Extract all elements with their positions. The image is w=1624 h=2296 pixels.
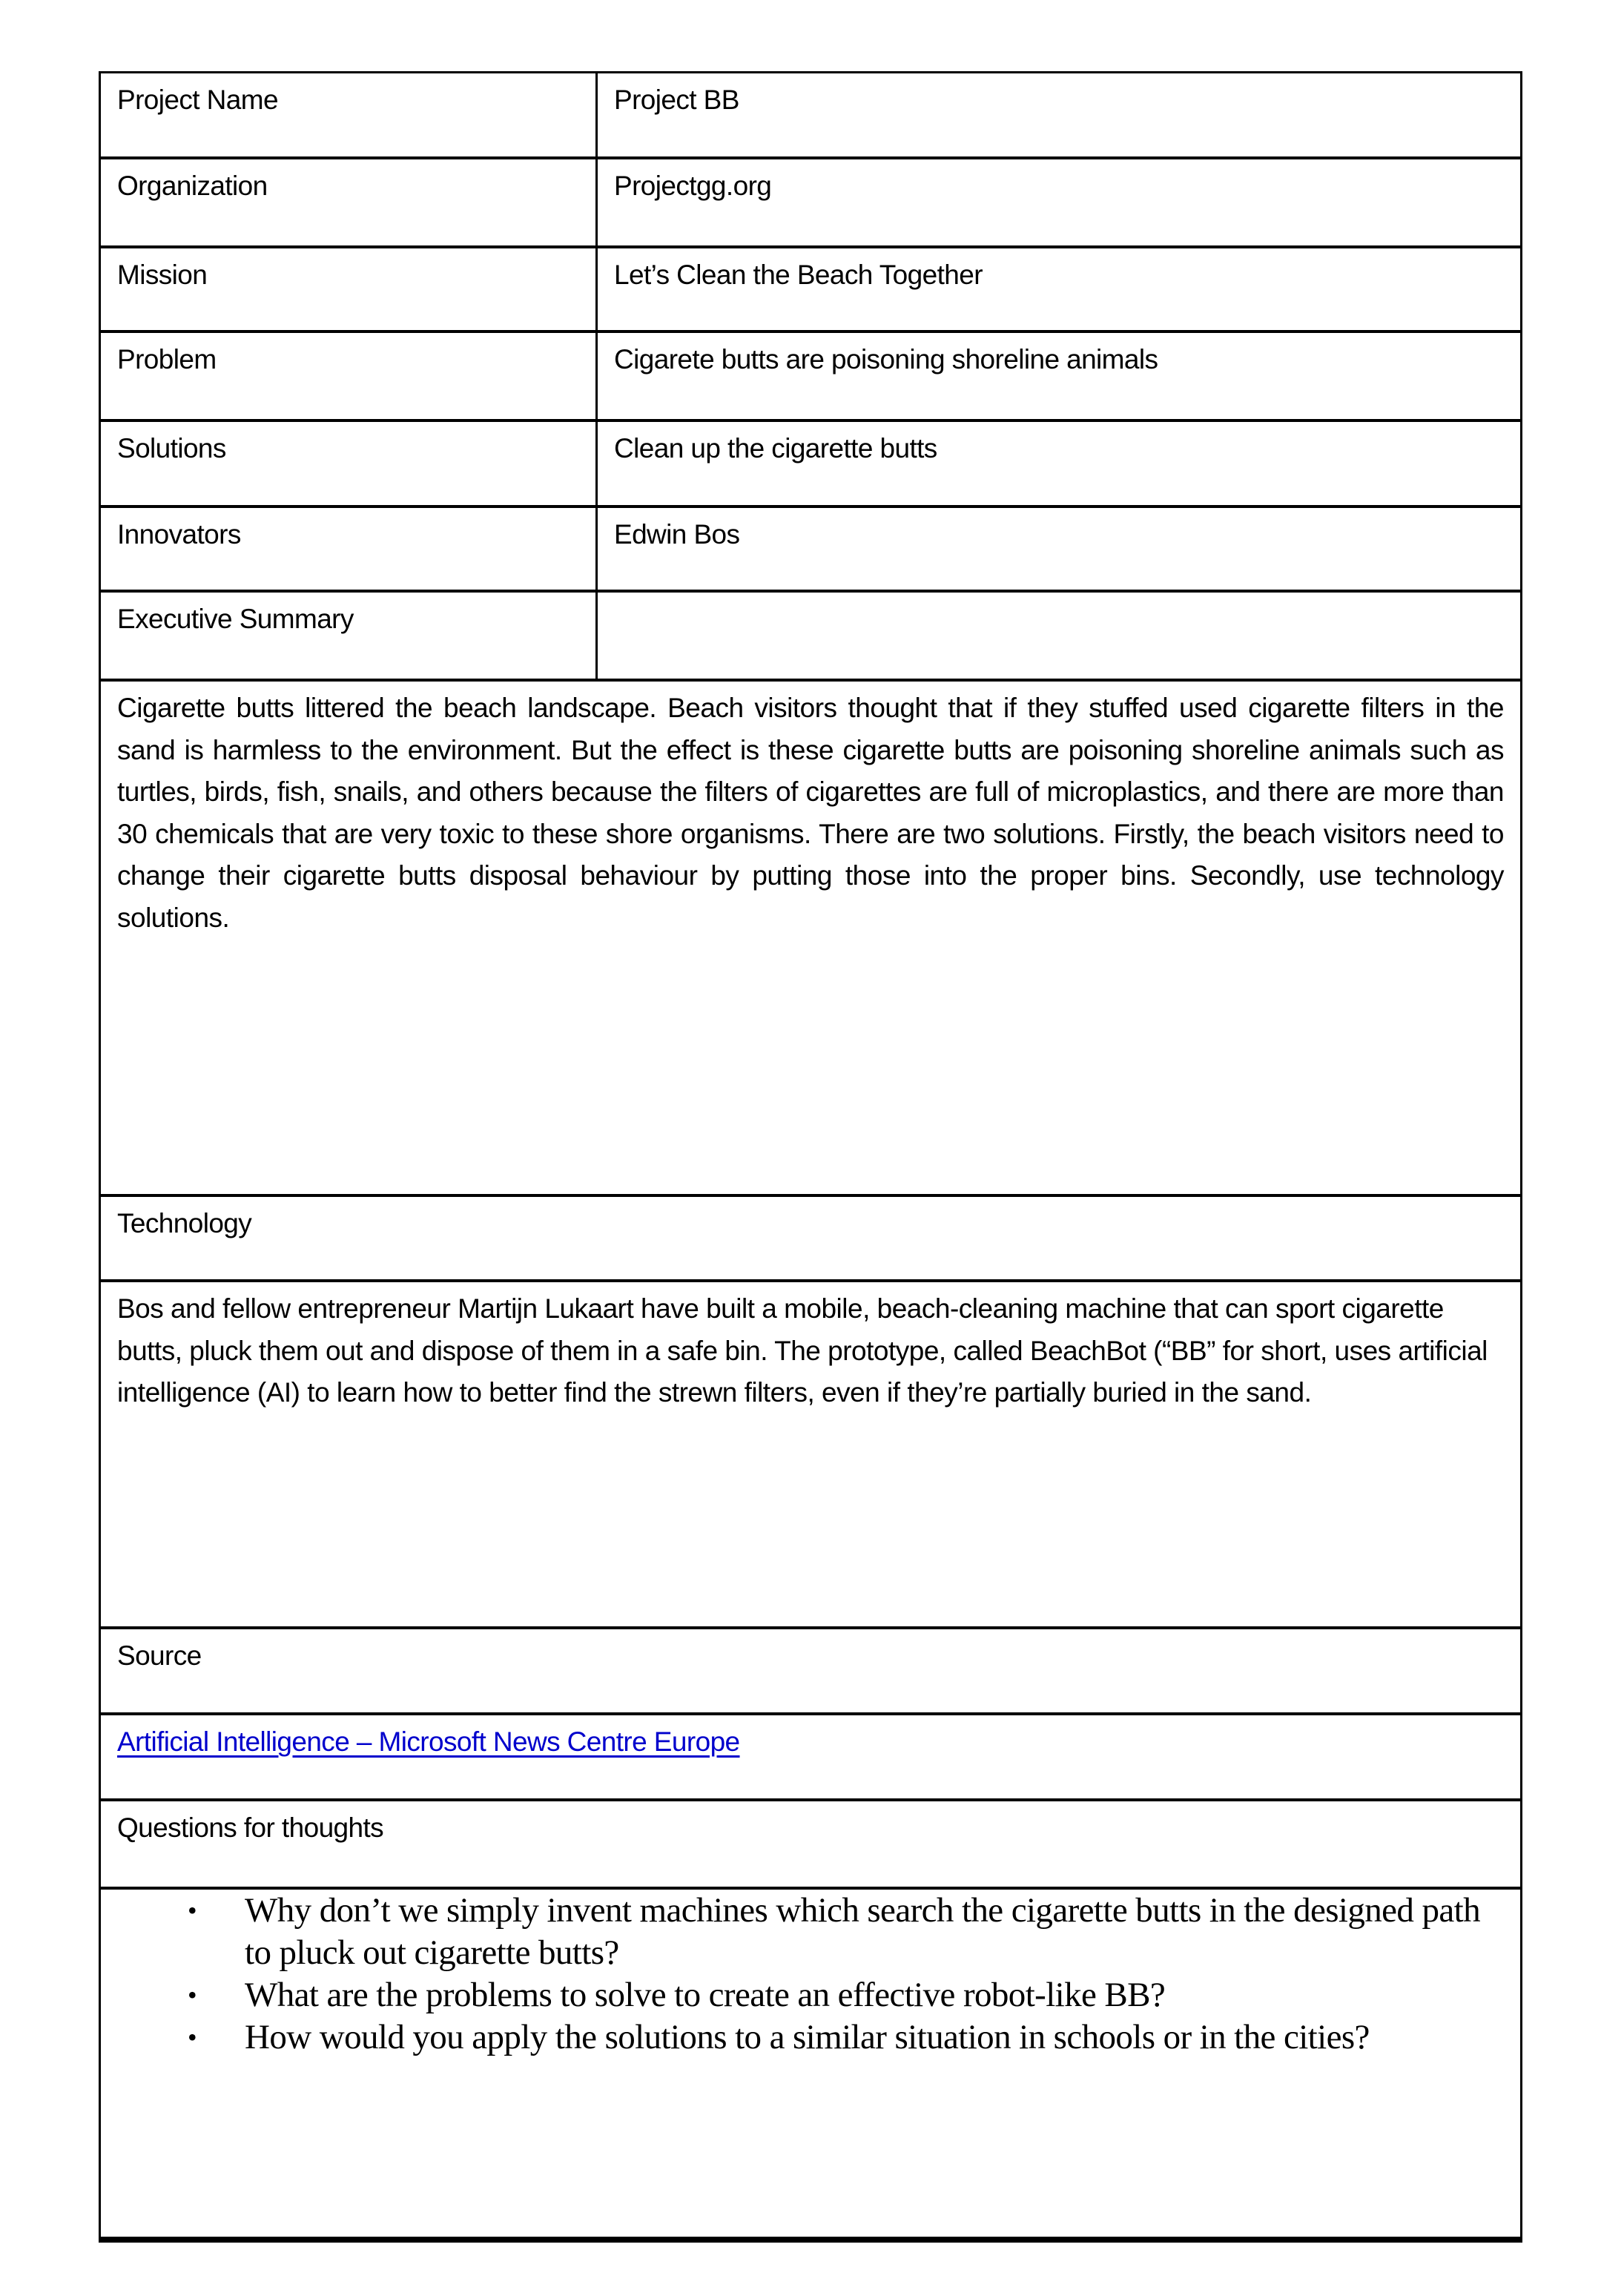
technology-heading: Technology — [117, 1208, 252, 1238]
label-problem: Problem — [101, 333, 598, 419]
table-row-organization — [101, 159, 1520, 248]
value-mission: Let’s Clean the Beach Together — [614, 260, 983, 290]
source-heading: Source — [117, 1640, 202, 1671]
question-item — [117, 2016, 1504, 2059]
table-row-executive-summary-text — [101, 682, 1520, 1197]
question-text: How would you apply the solutions to a similar situation in schools or in the cities? — [245, 2018, 1370, 2056]
value-problem: Cigarete butts are poisoning shoreline animals — [614, 344, 1158, 375]
questions-list — [117, 1890, 1504, 2059]
question-text: Why don’t we simply invent machines which search the cigarette butts in the designed path to pluck out cigarette butts? — [245, 1891, 1481, 1972]
table-row-executive-summary — [101, 593, 1520, 682]
value-organization: Projectgg.org — [614, 171, 772, 201]
label-innovators: Innovators — [101, 508, 598, 590]
question-text: What are the problems to solve to create an effective robot-like BB? — [245, 1976, 1166, 2014]
table-row-questions-heading — [101, 1801, 1520, 1890]
table-row-innovators — [101, 508, 1520, 593]
question-item — [117, 1974, 1504, 2016]
table-row-source-link — [101, 1715, 1520, 1801]
bullet-icon: • — [188, 1980, 197, 2010]
label-project-name: Project Name — [101, 73, 598, 156]
label-organization: Organization — [101, 159, 598, 245]
source-link-cell — [101, 1715, 1520, 1798]
value-executive-summary — [598, 593, 1520, 679]
table-row-technology-text — [101, 1282, 1520, 1629]
questions-cell — [101, 1890, 1520, 2237]
value-project-name: Project BB — [614, 85, 739, 115]
question-item — [117, 1890, 1504, 1974]
table-row-project-name — [101, 73, 1520, 159]
table-row-mission — [101, 248, 1520, 333]
project-info-table — [99, 71, 1522, 2243]
technology-text: Bos and fellow entrepreneur Martijn Lukaart have built a mobile, beach-cleaning machine that can sport cigarette butts, pluck them out and dispose of them in a safe bin. The prototype, called BeachBot (“BB” for short, uses artificial intelligence (AI) to learn how to better find the strewn filters, even if they’re partially buried in the sand. — [117, 1293, 1488, 1408]
source-link[interactable]: Artificial Intelligence – Microsoft News Centre Europe — [117, 1726, 740, 1757]
label-executive-summary: Executive Summary — [101, 593, 598, 679]
label-mission: Mission — [101, 248, 598, 330]
questions-heading: Questions for thoughts — [117, 1812, 384, 1843]
table-row-problem — [101, 333, 1520, 422]
table-row-source-heading — [101, 1629, 1520, 1715]
bullet-icon: • — [188, 2022, 197, 2052]
executive-summary-text: Cigarette butts littered the beach landscape. Beach visitors thought that if they stuffed used cigarette filters in the sand is harmless to the environment. But the effect is these cigarette butts are poisoning shoreline animals such as turtles, birds, fish, snails, and others because the filters of cigarettes are full of microplastics, and there are more than 30 chemicals that are very toxic to these shore organisms. There are two solutions. Firstly, the beach visitors need to change their cigarette butts disposal behaviour by putting those into the proper bins. Secondly, use technology solutions. — [117, 693, 1504, 933]
table-row-questions — [101, 1890, 1520, 2240]
table-row-technology-heading — [101, 1197, 1520, 1282]
label-solutions: Solutions — [101, 422, 598, 505]
bullet-icon: • — [188, 1896, 197, 1925]
value-solutions: Clean up the cigarette butts — [614, 433, 937, 464]
value-innovators: Edwin Bos — [614, 519, 740, 550]
table-row-solutions — [101, 422, 1520, 508]
